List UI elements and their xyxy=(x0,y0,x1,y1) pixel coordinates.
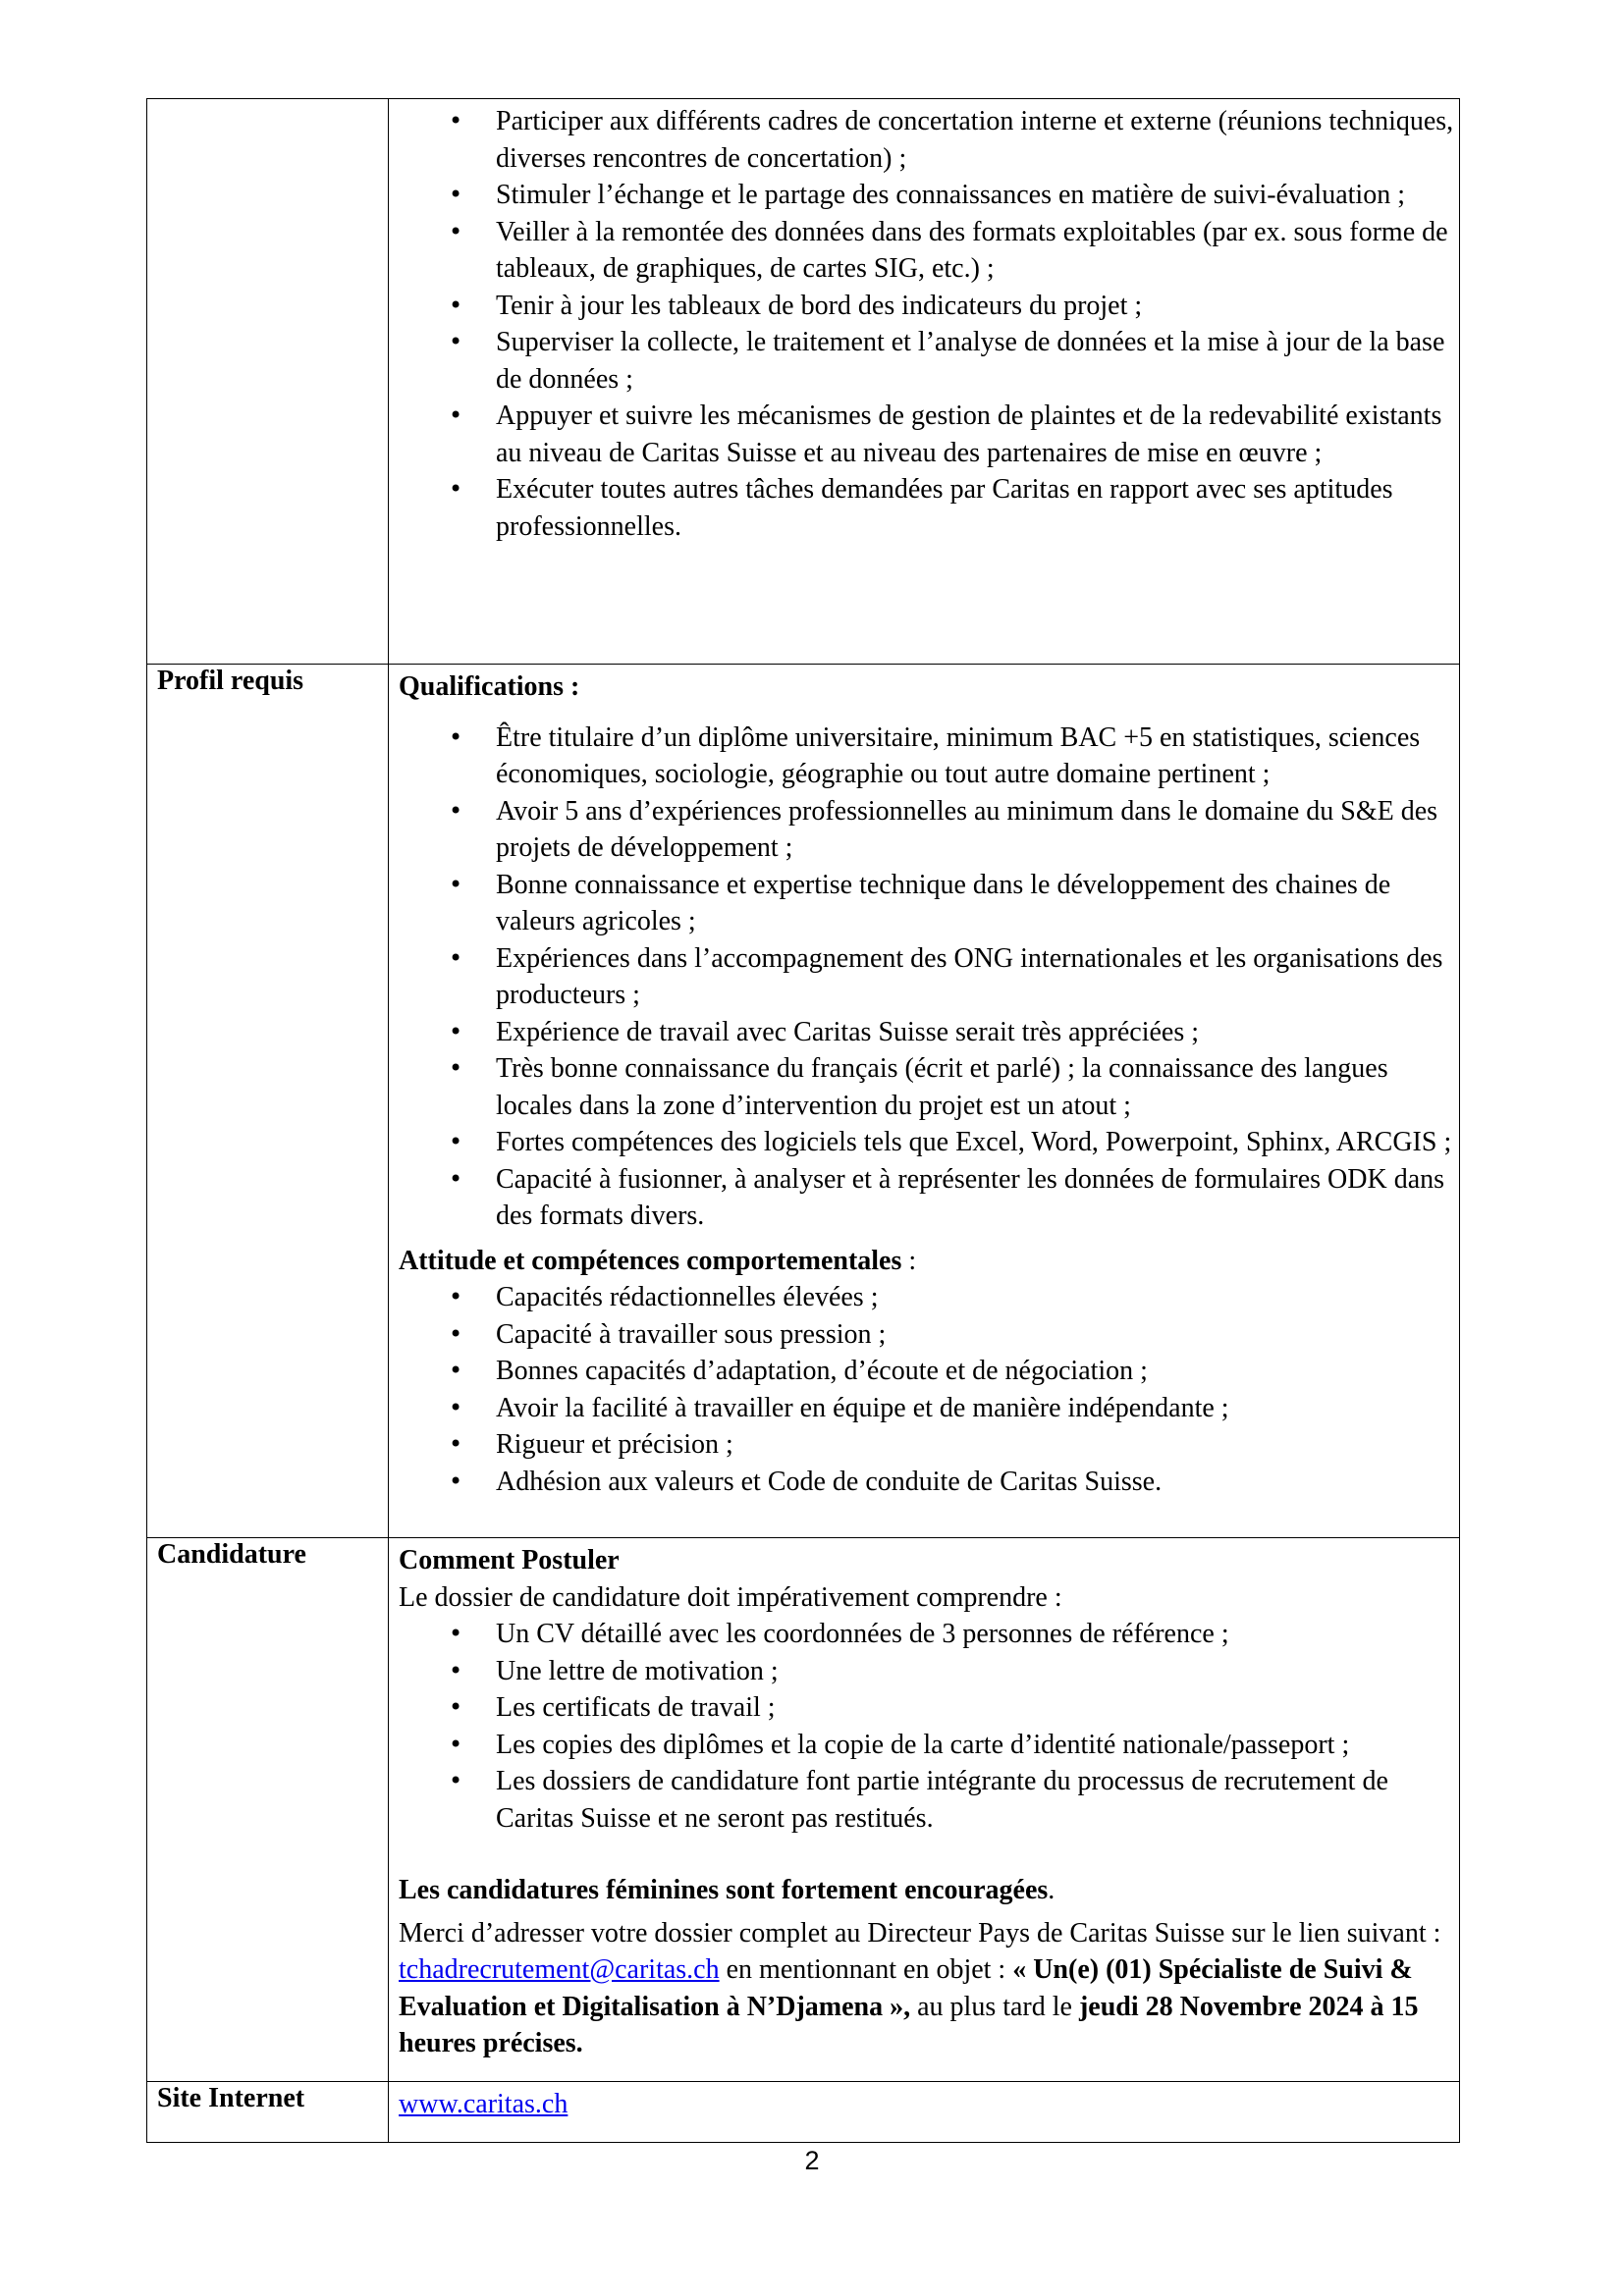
apply-intro: Le dossier de candidature doit impérativement comprendre : xyxy=(399,1581,1062,1613)
profil-cell xyxy=(389,665,1460,1538)
send-text-2: en mentionnant en objet : xyxy=(719,1954,1013,1985)
feminine-note: Les candidatures féminines sont fortement encouragées xyxy=(399,1875,1049,1905)
list-item: • Appuyer et suivre les mécanismes de gestion de plaintes et de la redevabilité existants au niveau de Caritas Suisse et au niveau des partenaires de mise en œuvre ; xyxy=(399,398,1459,471)
list-item: • Bonnes capacités d’adaptation, d’écoute et de négociation ; xyxy=(399,1353,1459,1390)
list-item: • Bonne connaissance et expertise technique dans le développement des chaines de valeurs agricoles ; xyxy=(399,867,1459,940)
attitude-heading: Attitude et compétences comportementales xyxy=(399,1245,902,1276)
list-item: • Tenir à jour les tableaux de bord des indicateurs du projet ; xyxy=(399,288,1459,325)
qualifications-bullet-list xyxy=(399,720,1459,1235)
website-link[interactable]: www.caritas.ch xyxy=(399,2089,568,2119)
feminine-note-row xyxy=(399,1872,1459,1909)
apply-heading: Comment Postuler xyxy=(399,1545,620,1575)
list-item: • Très bonne connaissance du français (écrit et parlé) ; la connaissance des langues locales dans la zone d’intervention du projet est un atout ; xyxy=(399,1050,1459,1124)
list-item: • Adhésion aux valeurs et Code de conduite de Caritas Suisse. xyxy=(399,1464,1459,1501)
list-item: • Les certificats de travail ; xyxy=(399,1689,1459,1727)
attitude-heading-row xyxy=(399,1243,1459,1280)
mail-subject: « Un(e) (01) Spécialiste de Suivi & Evaluation et Digitalisation à N’Djamena », xyxy=(399,1954,1413,2022)
list-item: • Avoir 5 ans d’expériences professionnelles au minimum dans le domaine du S&E des projets de développement ; xyxy=(399,793,1459,867)
table-row-site xyxy=(147,2082,1460,2143)
page-number: 2 xyxy=(804,2146,820,2175)
feminine-note-end: . xyxy=(1048,1875,1056,1905)
job-offer-table xyxy=(146,98,1460,2143)
list-item: • Les copies des diplômes et la copie de la carte d’identité nationale/passeport ; xyxy=(399,1727,1459,1764)
list-item: • Participer aux différents cadres de concertation interne et externe (réunions techniques, diverses rencontres de concertation) ; xyxy=(399,103,1459,177)
table-row-tasks xyxy=(147,99,1460,665)
list-item: • Avoir la facilité à travailler en équipe et de manière indépendante ; xyxy=(399,1390,1459,1427)
attitude-bullet-list xyxy=(399,1279,1459,1500)
row-label-profil: Profil requis xyxy=(147,665,389,1538)
list-item: • Capacité à travailler sous pression ; xyxy=(399,1316,1459,1354)
list-item: • Une lettre de motivation ; xyxy=(399,1653,1459,1690)
list-item: • Capacités rédactionnelles élevées ; xyxy=(399,1279,1459,1316)
row-label-site: Site Internet xyxy=(147,2082,389,2143)
list-item: • Les dossiers de candidature font partie intégrante du processus de recrutement de Caritas Suisse et ne seront pas restitués. xyxy=(399,1763,1459,1837)
tasks-cell xyxy=(389,99,1460,665)
list-item: • Rigueur et précision ; xyxy=(399,1426,1459,1464)
list-item: • Exécuter toutes autres tâches demandées par Caritas en rapport avec ses aptitudes professionnelles. xyxy=(399,471,1459,545)
email-link[interactable]: tchadrecrutement@caritas.ch xyxy=(399,1954,720,1985)
list-item: • Être titulaire d’un diplôme universitaire, minimum BAC +5 en statistiques, sciences économiques, sociologie, géographie ou tout autre domaine pertinent ; xyxy=(399,720,1459,793)
list-item: • Stimuler l’échange et le partage des connaissances en matière de suivi-évaluation ; xyxy=(399,177,1459,214)
application-documents-list xyxy=(399,1616,1459,1837)
list-item: • Superviser la collecte, le traitement et l’analyse de données et la mise à jour de la base de données ; xyxy=(399,324,1459,398)
list-item: • Capacité à fusionner, à analyser et à représenter les données de formulaires ODK dans des formats divers. xyxy=(399,1161,1459,1235)
site-cell xyxy=(389,2082,1460,2143)
deadline: jeudi 28 Novembre 2024 à 15 heures précises. xyxy=(399,1991,1419,2058)
list-item: • Expériences dans l’accompagnement des ONG internationales et les organisations des producteurs ; xyxy=(399,940,1459,1014)
table-row-candidature xyxy=(147,1538,1460,2082)
spacer xyxy=(399,1837,1459,1872)
list-item: • Veiller à la remontée des données dans des formats exploitables (par ex. sous forme de tableaux, de graphiques, de cartes SIG, etc.) ; xyxy=(399,214,1459,288)
list-item: • Fortes compétences des logiciels tels que Excel, Word, Powerpoint, Sphinx, ARCGIS ; xyxy=(399,1124,1459,1161)
table-row-profil xyxy=(147,665,1460,1538)
send-text-1: Merci d’adresser votre dossier complet au Directeur Pays de Caritas Suisse sur le lien suivant : xyxy=(399,1917,1441,1949)
send-instructions xyxy=(399,1915,1459,2062)
list-item: • Un CV détaillé avec les coordonnées de 3 personnes de référence ; xyxy=(399,1616,1459,1653)
tasks-bullet-list xyxy=(399,103,1459,545)
qualifications-heading: Qualifications : xyxy=(399,671,580,702)
candidature-cell xyxy=(389,1538,1460,2082)
send-text-3: au plus tard le xyxy=(910,1991,1079,2022)
row-label-candidature: Candidature xyxy=(147,1538,389,2082)
row-label-empty xyxy=(147,99,389,665)
list-item: • Expérience de travail avec Caritas Suisse serait très appréciées ; xyxy=(399,1014,1459,1051)
attitude-heading-suffix: : xyxy=(901,1245,917,1276)
